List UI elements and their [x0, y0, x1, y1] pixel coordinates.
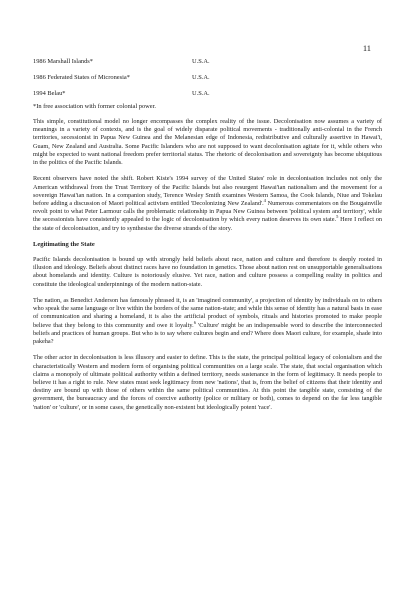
footnote-ref-4: 4: [263, 197, 266, 203]
association-cell: U.S.A.: [192, 58, 210, 65]
paragraph-4-text-a: The nation, as Benedict Anderson has famously phrased it, is an 'imagined community', a projection of identity by individuals on to others who speak the same language or live within the borders of the same nation-state; and while this sense of identity has a natural basis in ease of communication and sharing a homeland, it is also the artificial product of symbols, rituals and histories promoted to make people believe that they belong to this community and owe it loyalty.: [33, 297, 382, 329]
paragraph-3: Pacific Islands decolonisation is bound up with strongly held beliefs about race, nation and culture and therefore is deeply rooted in illusion and ideology. Beliefs about distinct races have no foundation in genetics. Those about nation rest on unsupportable generalisations about homelands and identity. Culture is notoriously elusive. Yet race, nation and culture possess a compelling reality in politics and constitute the ideological underpinnings of the modern nation-state.: [33, 256, 382, 288]
country-cell: 1986 Marshall Islands*: [33, 58, 93, 65]
paragraph-5: The other actor in decolonisation is less illusory and easier to define. This is the state, the principal political legacy of colonialism and the characteristically Western and modern form of organising political communities on a large scale. The state, that social organisation which claims a monopoly of ultimate political authority within a defined territory, needs sustenance in the form of legitimacy. It needs people to believe it has a right to rule. New states must seek legitimacy from new 'nations', that is, from the belief of citizens that their identity and destiny are bound up with those of others within the same political communities. At this point the tangible state, consisting of the government, the bureaucracy and the forces of coercive authority (police or military or both), comes to depend on the far less tangible 'nation' or 'culture', or in some cases, the genetically non-existent but ideologically potent 'race'.: [33, 354, 382, 411]
paragraph-2-text-a: Recent observers have noted the shift. Robert Kiste's 1994 survey of the United States' role in decolonisation includes not only the American withdrawal from the Trust Territory of the Pacific Islands but also resurgent Hawai'ian nationalism and the movement for a sovereign Hawai'ian nation. In a companion study, Terence Wesley Smith examines Western Samoa, the Cook Islands, Niue and Tokelau before adding a discussion of Maori political activism entitled 'Decolonizing New Zealand'.: [33, 175, 382, 208]
body-text: [33, 118, 382, 420]
section-heading: Legitimating the State: [33, 241, 95, 249]
association-cell: U.S.A.: [192, 90, 210, 97]
association-cell: U.S.A.: [192, 74, 210, 81]
paragraph-2: [33, 175, 382, 232]
paragraph-4: [33, 297, 382, 346]
footnote-ref-6: 6: [193, 319, 196, 325]
country-cell: 1994 Belau*: [33, 90, 66, 97]
paragraph-2-text-c: Here I reflect on the state of decolonisation, and try to synthesise the diverse strands of the story.: [33, 216, 382, 232]
footnote-ref-5: 5: [336, 214, 339, 220]
page-number: 11: [362, 43, 371, 53]
table-row: [33, 75, 333, 91]
paragraph-2-text-b: Numerous commentators on the Bougainville revolt point to what Peter Larmour calls the problematic relationship in Papua New Guinea between 'political system and territory', while the secessionists have consistently appealed to the logic of decolonisation by which every nation deserves its own state.: [33, 200, 382, 224]
paragraph-1: This simple, constitutional model no longer encompasses the complex reality of the issue. Decolonisation now assumes a variety of meanings in a variety of contexts, and is the goal of widely disparate political movements - traditionally anti-colonial in the French territories, secessionist in Papua New Guinea and the Melanesian edge of Indonesia, redistributive and culturally assertive in Hawai'i, Guam, New Zealand and Australia. Some Pacific Islanders who are not supposed to want decolonisation agitate for it, while others who might be expected to want national freedom prefer territorial status. The rhetoric of decolonisation and sovereignty has become ubiquitous in the politics of the Pacific Islands.: [33, 118, 382, 167]
paragraph-4-text-b: 'Culture' might be an indispensable word to describe the interconnected beliefs and practices of human groups. But who is to say where cultures begin and end? Where does Maori culture, for example, shade into pakeha?: [33, 321, 382, 346]
country-cell: 1986 Federated States of Micronesia*: [33, 74, 130, 81]
table-footnote: *In free association with former colonial power.: [33, 103, 156, 110]
association-table: [33, 59, 333, 107]
table-row: [33, 59, 333, 75]
